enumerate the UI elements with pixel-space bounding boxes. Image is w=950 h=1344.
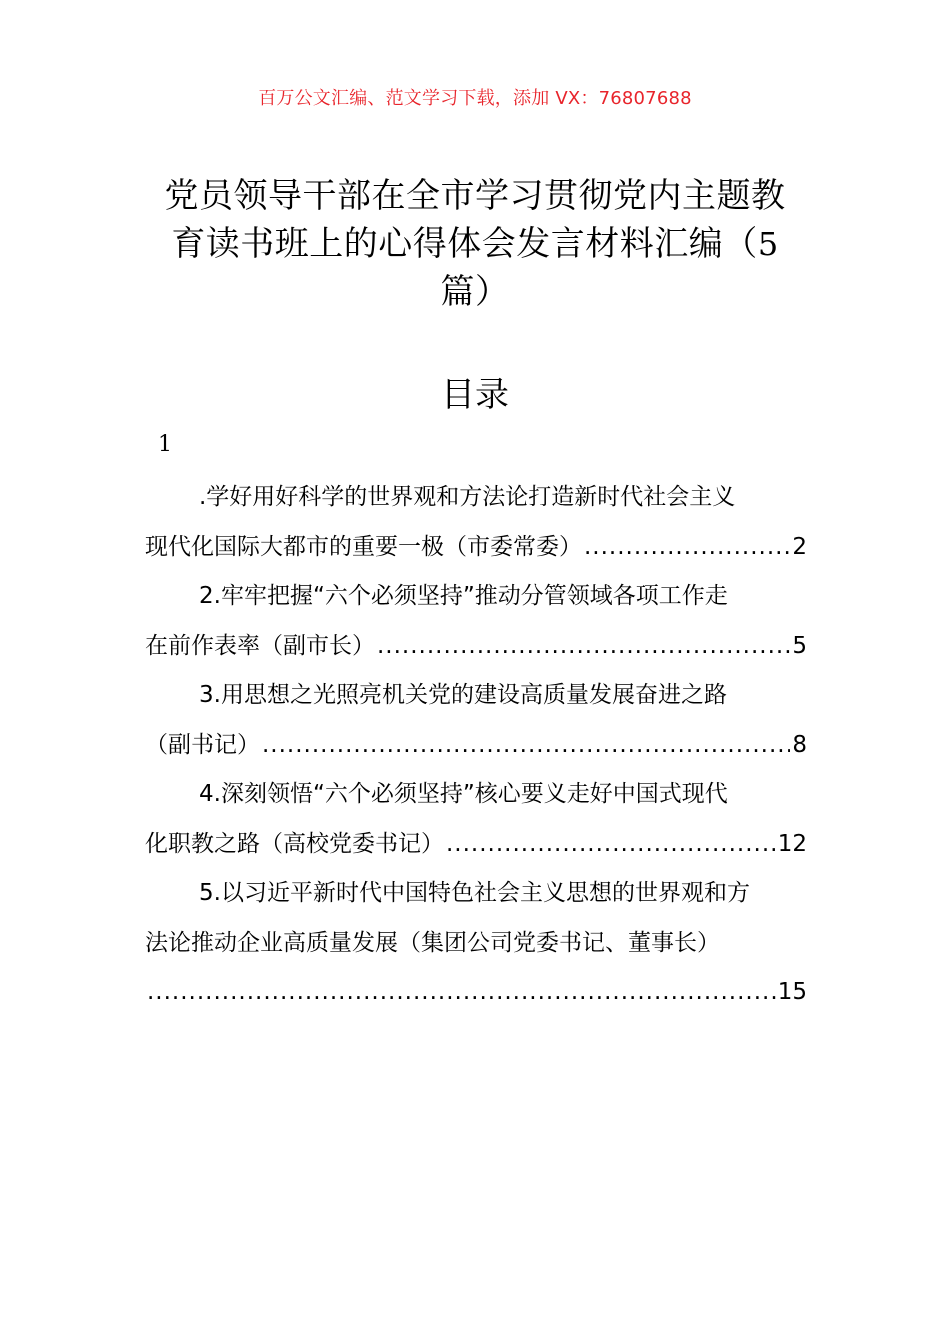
toc-entry-line: 5.以习近平新时代中国特色社会主义思想的世界观和方	[199, 880, 750, 906]
toc-entry-last-line	[145, 968, 807, 1018]
toc-entry-text: （副书记）	[145, 731, 260, 758]
toc-entry-text: 在前作表率（副市长）	[145, 632, 375, 659]
title-line-3: 篇）	[440, 272, 510, 312]
title-line-1: 党员领导干部在全市学习贯彻党内主题教	[164, 176, 786, 216]
document-title	[140, 172, 810, 316]
title-line-2-text: 育读书班上的心得体会发言材料汇编（	[171, 224, 758, 264]
toc-entry-3[interactable]	[145, 671, 807, 770]
toc-entry-text: 化职教之路（高校党委书记）	[145, 830, 444, 857]
toc-entry-5[interactable]	[145, 869, 807, 1018]
header-note: 百万公文汇编、范文学习下载，添加 VX：76807688	[258, 88, 692, 109]
toc-entry-line: 法论推动企业高质量发展（集团公司党委书记、董事长）	[145, 929, 720, 956]
toc-entry-last-line	[145, 721, 807, 771]
toc-entry-text: 现代化国际大都市的重要一极（市委常委）	[145, 533, 582, 560]
toc-entry-4[interactable]	[145, 770, 807, 869]
dot-leader	[584, 523, 790, 573]
stray-number: 1	[158, 432, 172, 457]
toc-entry-line: 3.用思想之光照亮机关党的建设高质量发展奋进之路	[199, 682, 727, 708]
dot-leader	[147, 968, 776, 1018]
toc-entry-line: 4.深刻领悟“六个必须坚持”核心要义走好中国式现代	[199, 781, 728, 807]
toc-page-number: 2	[792, 533, 807, 560]
toc-entry-2[interactable]	[145, 572, 807, 671]
dot-leader	[377, 622, 790, 672]
toc-entry-line: 2.牢牢把握“六个必须坚持”推动分管领域各项工作走	[199, 583, 728, 609]
title-line-2-number: 5	[757, 225, 779, 263]
dot-leader	[446, 820, 776, 870]
toc-entry-last-line	[145, 622, 807, 672]
toc-entry-last-line	[145, 820, 807, 870]
toc-entry-last-line	[145, 523, 807, 573]
dot-leader	[262, 721, 790, 771]
title-line-2	[140, 220, 810, 268]
table-of-contents	[145, 473, 807, 1018]
toc-page-number: 8	[792, 731, 807, 758]
toc-page-number: 15	[777, 979, 807, 1005]
toc-entry-line: .学好用好科学的世界观和方法论打造新时代社会主义	[199, 484, 736, 510]
toc-heading: 目录	[441, 375, 509, 415]
toc-page-number: 5	[792, 632, 807, 659]
toc-page-number: 12	[777, 830, 807, 857]
toc-entry-1[interactable]	[145, 473, 807, 572]
